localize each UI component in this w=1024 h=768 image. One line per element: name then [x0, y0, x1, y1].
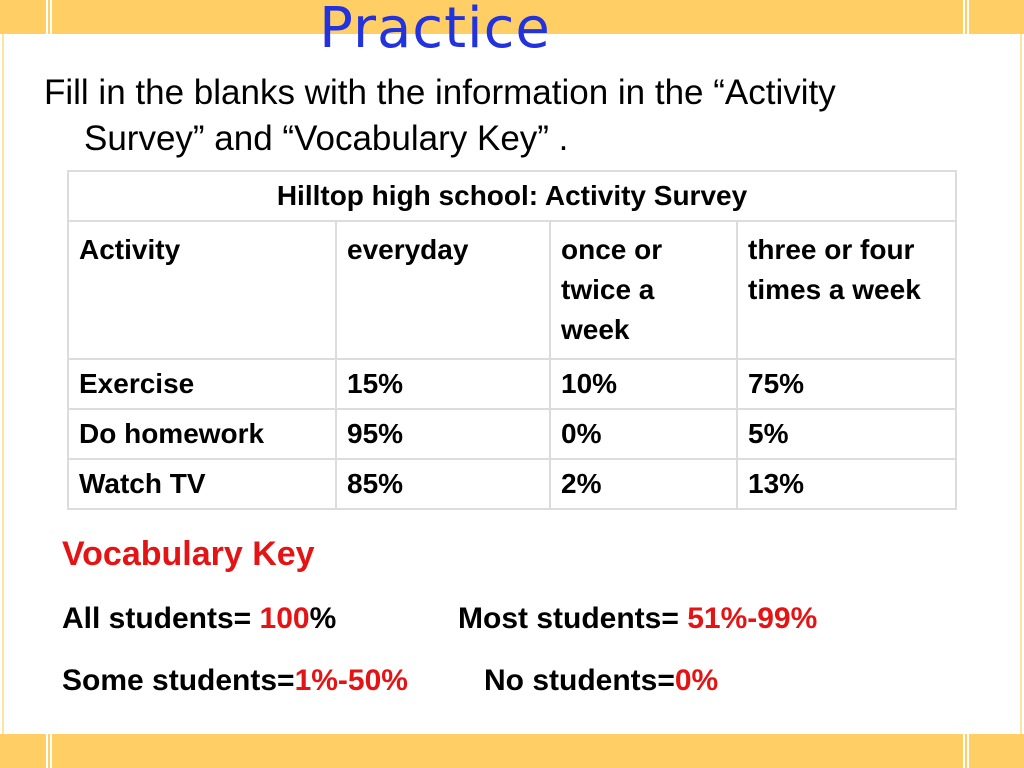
- activity-survey-table: [67, 170, 957, 510]
- table-cell: 2%: [550, 459, 737, 509]
- table-cell: 75%: [737, 359, 956, 409]
- header-activity: Activity: [68, 221, 336, 359]
- table-row: [68, 359, 956, 409]
- band-divider: [46, 0, 48, 34]
- bottom-decorative-band: [0, 734, 1024, 768]
- table-row: [68, 459, 956, 509]
- most-students-entry: [458, 602, 817, 636]
- table-header-row: [68, 221, 956, 359]
- table-caption: Hilltop high school: Activity Survey: [68, 171, 956, 221]
- table-row: [68, 409, 956, 459]
- most-students-label: Most students=: [458, 602, 688, 635]
- slide-title: Practice: [319, 0, 551, 61]
- all-students-suffix: %: [309, 602, 337, 635]
- all-students-label: All students=: [62, 602, 260, 635]
- all-students-value: 100: [259, 602, 310, 635]
- table-caption-row: [68, 171, 956, 221]
- vocabulary-key-title: Vocabulary Key: [62, 535, 315, 573]
- vocabulary-row-1: [62, 602, 962, 642]
- table-cell: Watch TV: [68, 459, 336, 509]
- vocabulary-row-2: [62, 664, 962, 704]
- frame-right-border: [1020, 34, 1022, 734]
- table-cell: 13%: [737, 459, 956, 509]
- band-divider: [50, 734, 52, 768]
- table-cell: Do homework: [68, 409, 336, 459]
- no-students-entry: [484, 664, 718, 698]
- table-cell: 0%: [550, 409, 737, 459]
- table-cell: 5%: [737, 409, 956, 459]
- frame-left-border: [2, 34, 4, 734]
- instruction-line-2: Survey” and “Vocabulary Key” .: [84, 119, 569, 158]
- table-cell: 95%: [336, 409, 550, 459]
- some-students-label: Some students=: [62, 664, 295, 697]
- most-students-value: 51%-99%: [687, 602, 818, 635]
- all-students-entry: [62, 602, 336, 636]
- table-cell: 15%: [336, 359, 550, 409]
- table-cell: 10%: [550, 359, 737, 409]
- band-divider: [963, 0, 965, 34]
- header-everyday: everyday: [336, 221, 550, 359]
- band-divider: [967, 0, 969, 34]
- band-divider: [967, 734, 969, 768]
- band-divider: [50, 0, 52, 34]
- no-students-value: 0%: [674, 664, 719, 697]
- some-students-value: 1%-50%: [294, 664, 408, 697]
- band-divider: [963, 734, 965, 768]
- some-students-entry: [62, 664, 408, 698]
- header-once-twice: once or twice a week: [550, 221, 737, 359]
- instruction-line-1: Fill in the blanks with the information in the “Activity: [44, 73, 836, 112]
- band-divider: [46, 734, 48, 768]
- instruction-text: [44, 70, 984, 162]
- table-cell: Exercise: [68, 359, 336, 409]
- no-students-label: No students=: [484, 664, 675, 697]
- header-three-four: three or four times a week: [737, 221, 956, 359]
- table-cell: 85%: [336, 459, 550, 509]
